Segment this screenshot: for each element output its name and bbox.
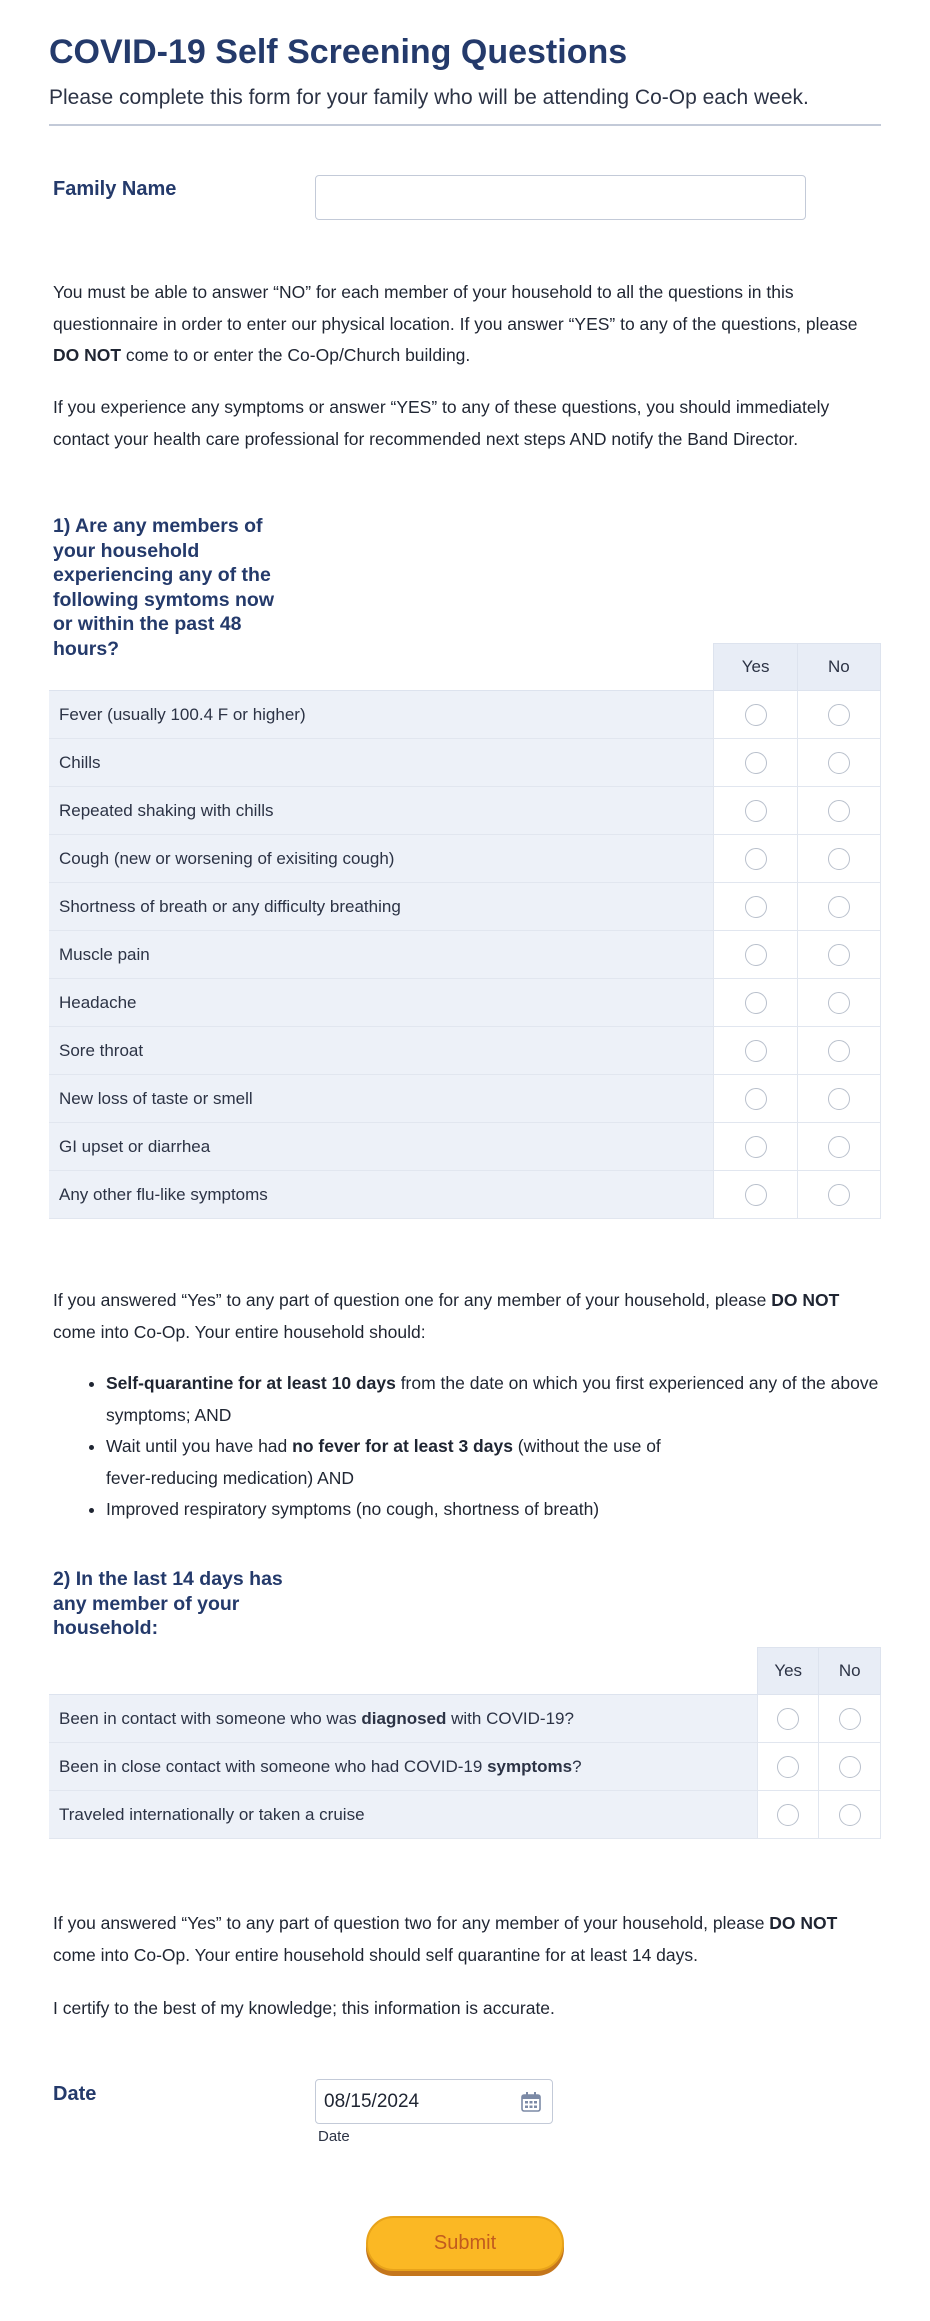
answer-cell-no[interactable]	[797, 1123, 880, 1171]
question-2-heading: 2) In the last 14 days has any member of your household:	[53, 1568, 283, 1639]
row-label	[49, 1695, 757, 1743]
q2-followup-paragraph	[53, 1908, 879, 1971]
radio-no[interactable]	[839, 1756, 861, 1778]
list-item-text: (without the use of fever-reducing medication) AND	[106, 1436, 661, 1488]
list-item	[106, 1368, 930, 1431]
column-header-yes: Yes	[757, 1648, 819, 1695]
question-2-matrix	[49, 1647, 881, 1839]
radio-no[interactable]	[839, 1708, 861, 1730]
row-label: GI upset or diarrhea	[49, 1123, 714, 1171]
answer-cell-no[interactable]	[797, 1171, 880, 1219]
radio-yes[interactable]	[745, 1136, 767, 1158]
answer-cell-no[interactable]	[797, 787, 880, 835]
row-label-bold: diagnosed	[361, 1708, 447, 1728]
q1-followup-text-a: If you answered “Yes” to any part of question one for any member of your household, please	[53, 1290, 772, 1310]
row-label-text: with COVID-19?	[446, 1708, 574, 1728]
date-sublabel: Date	[318, 2128, 350, 2145]
page-title: COVID-19 Self Screening Questions	[49, 33, 628, 71]
row-label: Sore throat	[49, 1027, 714, 1075]
answer-cell-no[interactable]	[797, 1075, 880, 1123]
radio-yes[interactable]	[745, 704, 767, 726]
answer-cell-yes[interactable]	[714, 1123, 797, 1171]
answer-cell-yes[interactable]	[714, 739, 797, 787]
list-item-bold: no fever for at least 3 days	[292, 1436, 513, 1456]
answer-cell-yes[interactable]	[714, 883, 797, 931]
matrix-row	[49, 1075, 881, 1123]
row-label: Headache	[49, 979, 714, 1027]
row-label-text: Been in close contact with someone who had COVID-19	[59, 1756, 488, 1776]
matrix-row	[49, 739, 881, 787]
radio-yes[interactable]	[745, 1184, 767, 1206]
answer-cell-yes[interactable]	[714, 1075, 797, 1123]
radio-no[interactable]	[828, 992, 850, 1014]
answer-cell-no[interactable]	[819, 1743, 881, 1791]
date-label: Date	[53, 2083, 97, 2105]
answer-cell-yes[interactable]	[714, 835, 797, 883]
radio-yes[interactable]	[777, 1804, 799, 1826]
intro-text-bold: DO NOT	[53, 345, 122, 365]
radio-yes[interactable]	[745, 1088, 767, 1110]
radio-yes[interactable]	[745, 944, 767, 966]
list-item	[106, 1494, 930, 1526]
intro-text-b: come to or enter the Co-Op/Church building.	[121, 345, 471, 365]
calendar-icon[interactable]	[520, 2091, 542, 2118]
radio-yes[interactable]	[745, 800, 767, 822]
list-item	[106, 1431, 706, 1494]
matrix-row	[49, 1743, 881, 1791]
q2-followup-text-a: If you answered “Yes” to any part of question two for any member of your household, please	[53, 1913, 770, 1933]
form-header	[49, 30, 881, 112]
answer-cell-yes[interactable]	[714, 931, 797, 979]
answer-cell-yes[interactable]	[714, 691, 797, 739]
radio-yes[interactable]	[745, 848, 767, 870]
date-value: 08/15/2024	[324, 2091, 420, 2112]
list-item-bold: Self-quarantine for at least 10 days	[106, 1373, 396, 1393]
page-subtitle: Please complete this form for your family who will be attending Co-Op each week.	[49, 86, 809, 109]
q2-followup-text-b: come into Co-Op. Your entire household should self quarantine for at least 14 days.	[53, 1944, 698, 1965]
answer-cell-yes[interactable]	[714, 787, 797, 835]
radio-no[interactable]	[828, 704, 850, 726]
matrix-row	[49, 1027, 881, 1075]
radio-no[interactable]	[828, 896, 850, 918]
intro-paragraph-1	[53, 277, 879, 372]
column-header-no: No	[819, 1648, 881, 1695]
answer-cell-yes[interactable]	[757, 1695, 819, 1743]
radio-yes[interactable]	[745, 992, 767, 1014]
matrix-row	[49, 931, 881, 979]
intro-text-a: You must be able to answer “NO” for each member of your household to all the questions in this questionnaire in order to enter our physical location. If you answer “YES” to any of the questions, please	[53, 282, 858, 334]
list-item-text: from the date on which you first experienced any of the above symptoms; AND	[106, 1373, 879, 1425]
row-label: Muscle pain	[49, 931, 714, 979]
family-name-label: Family Name	[53, 178, 177, 200]
radio-yes[interactable]	[745, 896, 767, 918]
radio-no[interactable]	[828, 800, 850, 822]
answer-cell-no[interactable]	[797, 883, 880, 931]
radio-yes[interactable]	[777, 1756, 799, 1778]
matrix-row	[49, 979, 881, 1027]
row-label: Chills	[49, 739, 714, 787]
column-header-no: No	[797, 644, 880, 691]
answer-cell-no[interactable]	[819, 1695, 881, 1743]
answer-cell-yes[interactable]	[714, 979, 797, 1027]
answer-cell-yes[interactable]	[757, 1791, 819, 1839]
matrix-corner	[49, 644, 714, 691]
answer-cell-yes[interactable]	[714, 1171, 797, 1219]
row-label: Cough (new or worsening of exisiting cough)	[49, 835, 714, 883]
answer-cell-no[interactable]	[819, 1791, 881, 1839]
quarantine-list	[53, 1368, 930, 1526]
radio-no[interactable]	[828, 752, 850, 774]
answer-cell-yes[interactable]	[757, 1743, 819, 1791]
answer-cell-no[interactable]	[797, 739, 880, 787]
matrix-row	[49, 787, 881, 835]
question-1-heading: 1) Are any members of your household experiencing any of the following symtoms now or within the past 48 hours?	[53, 515, 275, 660]
radio-yes[interactable]	[745, 752, 767, 774]
radio-no[interactable]	[828, 944, 850, 966]
radio-no[interactable]	[828, 1184, 850, 1206]
radio-no[interactable]	[839, 1804, 861, 1826]
matrix-row	[49, 1171, 881, 1219]
radio-no[interactable]	[828, 1040, 850, 1062]
row-label-text: ?	[572, 1756, 582, 1776]
answer-cell-no[interactable]	[797, 979, 880, 1027]
row-label: New loss of taste or smell	[49, 1075, 714, 1123]
row-label	[49, 1743, 757, 1791]
header-divider	[49, 124, 881, 126]
q2-followup-bold: DO NOT	[769, 1913, 838, 1933]
matrix-row	[49, 835, 881, 883]
radio-no[interactable]	[828, 1136, 850, 1158]
answer-cell-no[interactable]	[797, 931, 880, 979]
radio-yes[interactable]	[745, 1040, 767, 1062]
date-input[interactable]	[315, 2079, 553, 2124]
row-label: Traveled internationally or taken a cruise	[49, 1791, 757, 1839]
matrix-row	[49, 883, 881, 931]
answer-cell-no[interactable]	[797, 835, 880, 883]
matrix-row	[49, 1791, 881, 1839]
answer-cell-no[interactable]	[797, 691, 880, 739]
family-name-input[interactable]	[315, 175, 806, 220]
radio-yes[interactable]	[777, 1708, 799, 1730]
radio-no[interactable]	[828, 848, 850, 870]
row-label: Shortness of breath or any difficulty breathing	[49, 883, 714, 931]
column-header-yes: Yes	[714, 644, 797, 691]
list-item-text: Wait until you have had	[106, 1436, 293, 1456]
matrix-corner	[49, 1648, 757, 1695]
submit-button[interactable]: Submit	[366, 2216, 564, 2271]
row-label: Fever (usually 100.4 F or higher)	[49, 691, 714, 739]
row-label-text: Been in contact with someone who was	[59, 1708, 362, 1728]
intro-paragraph-2: If you experience any symptoms or answer “YES” to any of these questions, you should immediately contact your health care professional for recommended next steps AND notify the Band Director.	[53, 397, 830, 449]
matrix-row	[49, 691, 881, 739]
question-1-matrix	[49, 643, 881, 1219]
q1-followup-bold: DO NOT	[771, 1290, 840, 1310]
row-label-bold: symptoms	[487, 1756, 573, 1776]
radio-no[interactable]	[828, 1088, 850, 1110]
row-label: Any other flu-like symptoms	[49, 1171, 714, 1219]
answer-cell-yes[interactable]	[714, 1027, 797, 1075]
certify-text: I certify to the best of my knowledge; this information is accurate.	[53, 1998, 555, 2018]
answer-cell-no[interactable]	[797, 1027, 880, 1075]
row-label: Repeated shaking with chills	[49, 787, 714, 835]
matrix-row	[49, 1123, 881, 1171]
q1-followup-paragraph	[53, 1285, 879, 1348]
matrix-row	[49, 1695, 881, 1743]
list-item-text: Improved respiratory symptoms (no cough, shortness of breath)	[106, 1499, 600, 1519]
q1-followup-text-b: come into Co-Op. Your entire household should:	[53, 1321, 426, 1342]
